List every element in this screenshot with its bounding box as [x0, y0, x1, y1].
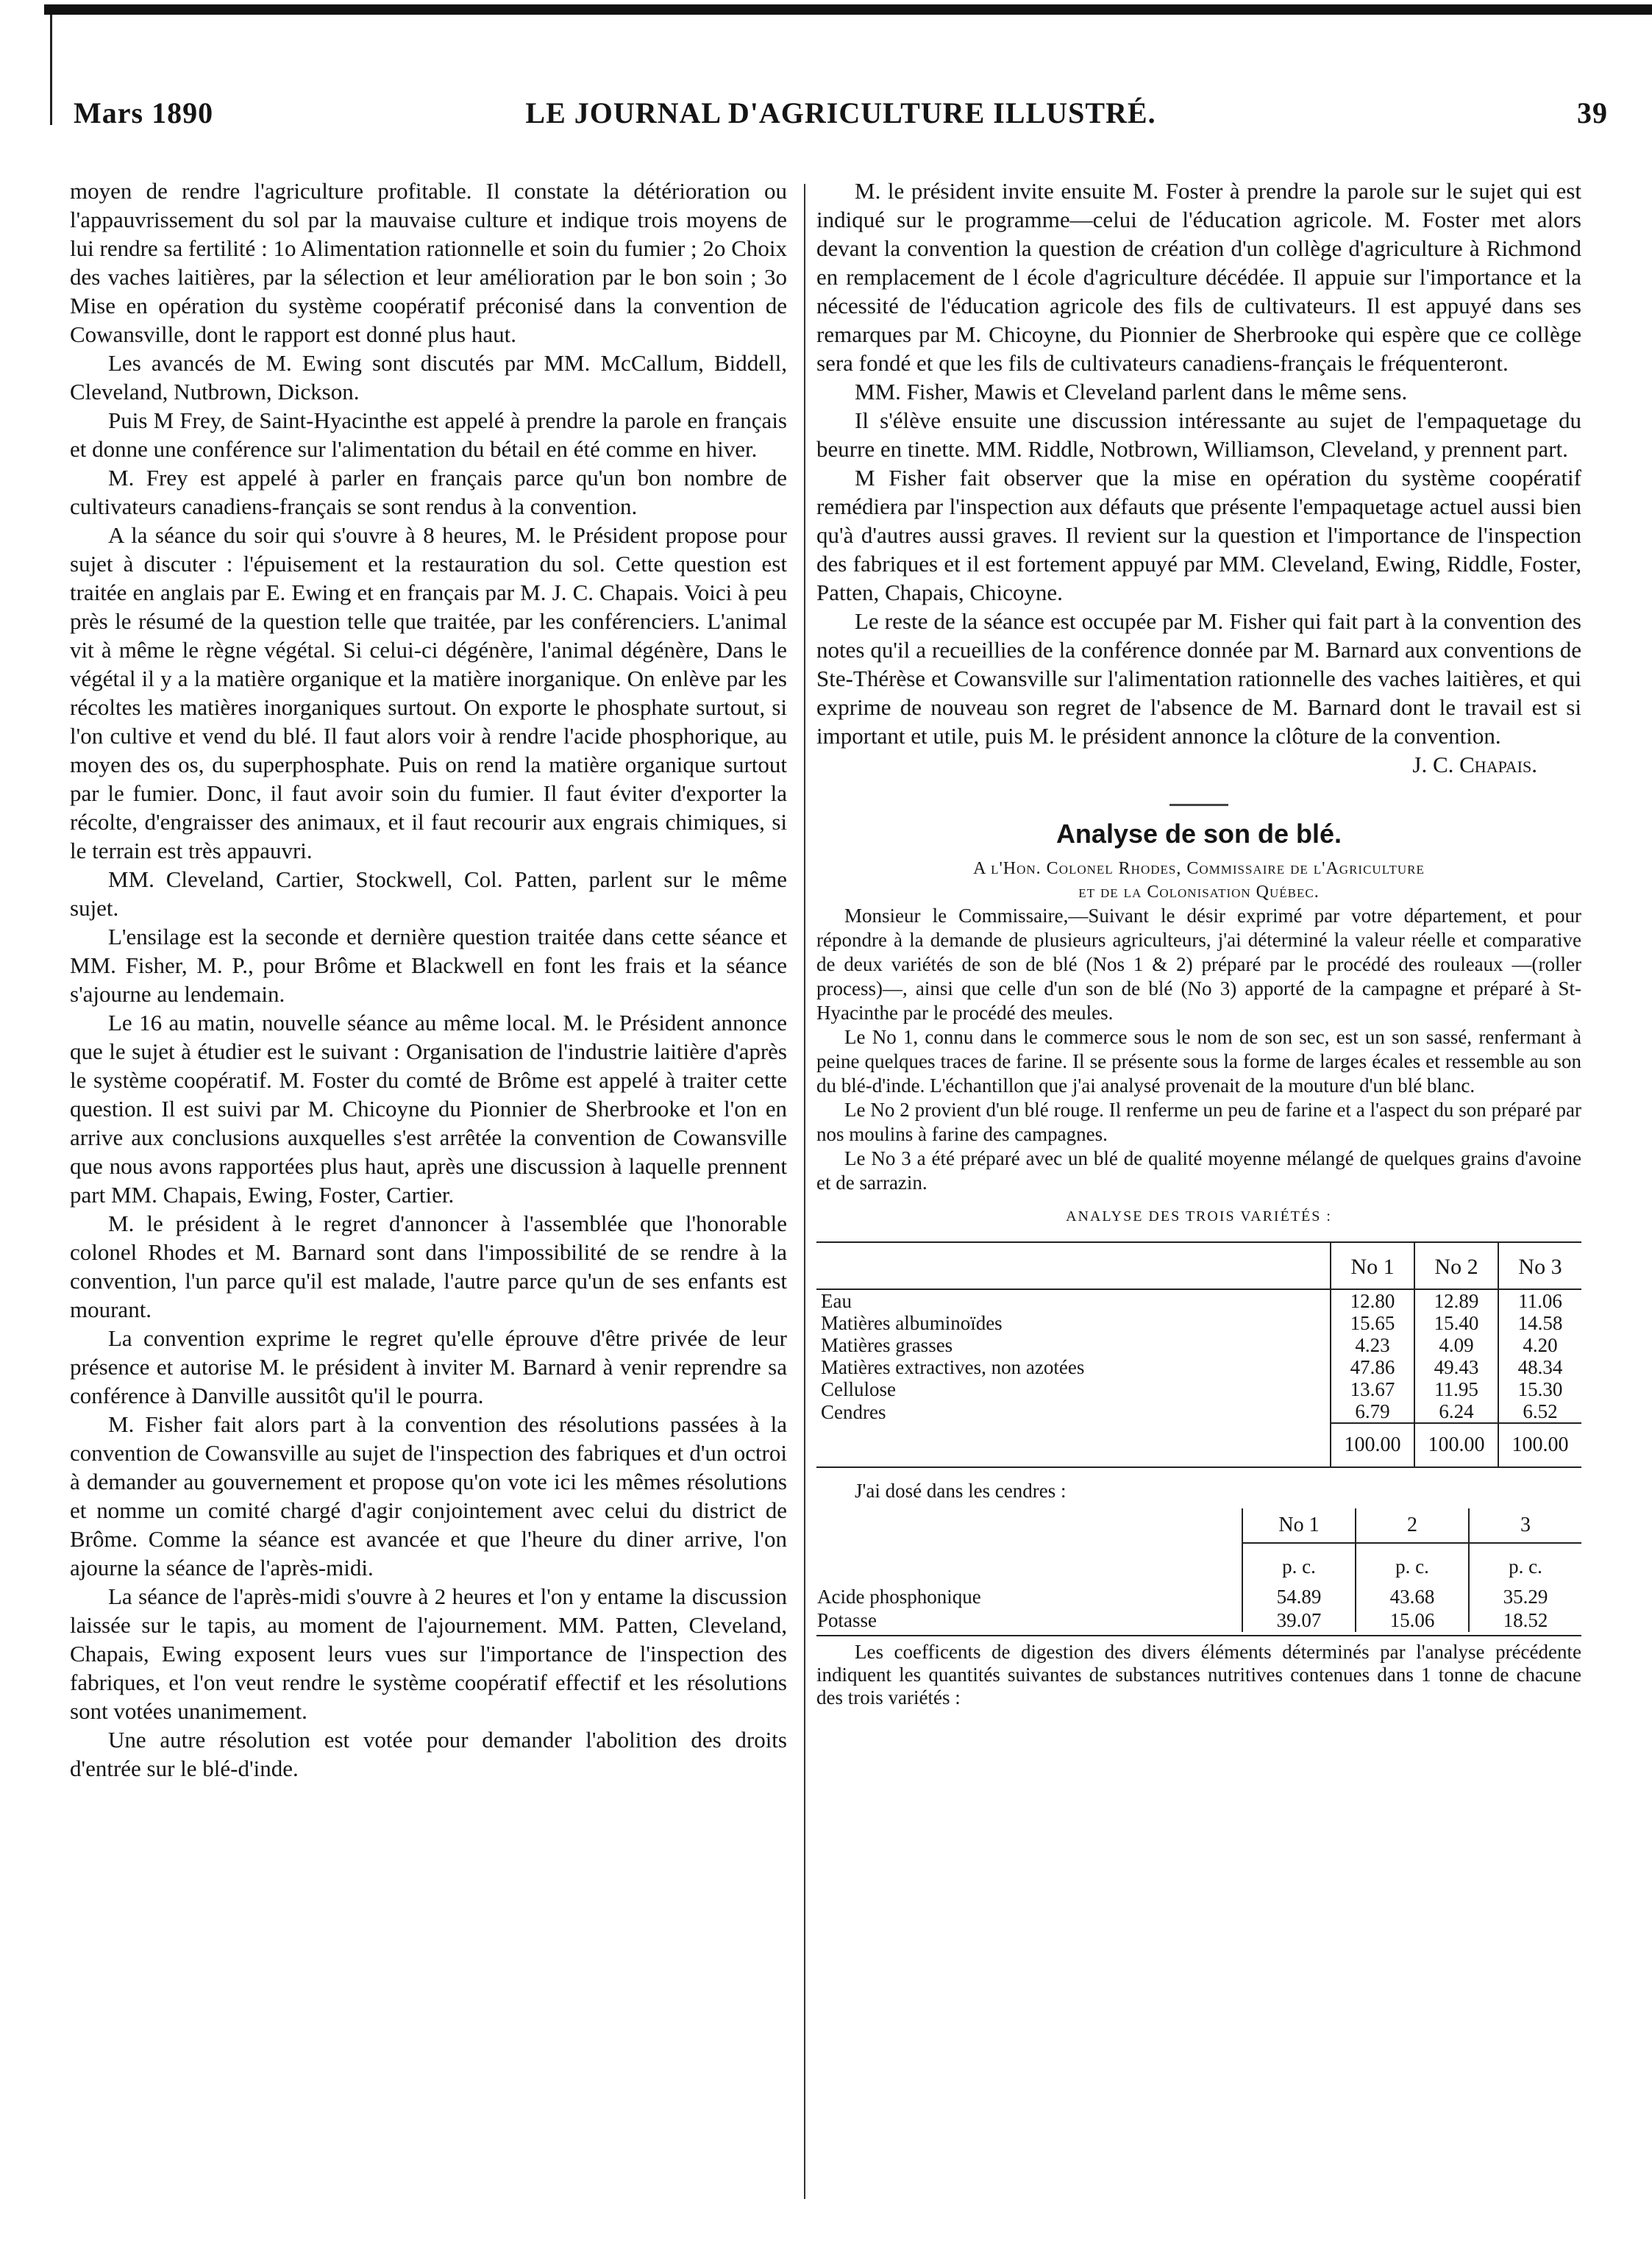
paragraph: M Fisher fait observer que la mise en opération du système coopératif remédiera par l'inspection aux défauts que présente l'empaquetage actuel aussi bien qu'à d'autres aussi graves. Il revient sur la question et l'importance de l'inspection des fabriques et il est fortement appuyé par MM. Cleveland, Ewing, Riddle, Foster, Patten, Chapais, Chicoyne. — [816, 465, 1581, 605]
cell-value: 18.52 — [1469, 1608, 1581, 1632]
table-row — [816, 1356, 1581, 1378]
column-header: 2 — [1356, 1508, 1469, 1543]
left-margin-rule — [50, 15, 52, 125]
table-row — [816, 1585, 1581, 1608]
row-label: Cendres — [821, 1400, 886, 1423]
table-total-row — [816, 1423, 1581, 1467]
analysis-table — [816, 1243, 1581, 1468]
row-label: Acide phosphonique — [817, 1586, 981, 1608]
total-value: 100.00 — [1331, 1423, 1414, 1467]
right-column — [816, 177, 1581, 1709]
table-row — [816, 1334, 1581, 1356]
row-label: Cellulose — [821, 1378, 896, 1400]
column-header: No 1 — [1331, 1243, 1414, 1289]
header-date: Mars 1890 — [74, 96, 214, 129]
paragraph: Le 16 au matin, nouvelle séance au même local. M. le Président annonce que le sujet à étudier est le suivant : Organisation de l'industrie laitière d'après le système coopératif. M. Foster du comté de Brôme est appelé à traiter cette question. Il est suivi par M. Chicoyne du Pionnier de Sherbrooke et l'on en arrive aux conclusions auxquelles s'est arrêtée la convention de Cowansville que nous avons rapportées plus haut, après une discussion à laquelle prennent part MM. Chapais, Ewing, Foster, Cartier. — [70, 1010, 787, 1208]
address-line: A l'Hon. Colonel Rhodes, Commissaire de l'Agriculture — [973, 859, 1425, 878]
unit-label: p. c. — [1469, 1543, 1581, 1585]
paragraph: Il s'élève ensuite une discussion intéressante au sujet de l'empaquetage du beurre en tinette. MM. Riddle, Notbrown, Williamson, Cleveland, y prennent part. — [816, 407, 1581, 462]
ash-table — [816, 1508, 1581, 1632]
page-number: 39 — [1577, 96, 1608, 129]
table-row — [816, 1312, 1581, 1334]
journal-title: LE JOURNAL D'AGRICULTURE ILLUSTRÉ. — [525, 96, 1156, 129]
column-header: No 1 — [1242, 1508, 1356, 1543]
table-row — [816, 1608, 1581, 1632]
cell-value: 4.20 — [1498, 1334, 1581, 1356]
cell-value: 15.65 — [1331, 1312, 1414, 1334]
paragraph: M. Fisher fait alors part à la convention des résolutions passées à la convention de Cowansville au sujet de l'inspection des fabriques et d'un octroi à demander au gouvernement et propose qu'on vote ici les mêmes résolutions et nomme un comité chargé d'agir conjointement avec celui du district de Brôme. Comme la séance est avancée et que l'heure du diner arrive, l'on ajourne la séance de l'après-midi. — [70, 1411, 787, 1580]
cell-value: 6.24 — [1414, 1400, 1498, 1423]
paragraph: Le reste de la séance est occupée par M. Fisher qui fait part à la convention des notes qu'il a recueillies de la conférence donnée par M. Barnard aux conventions de Ste-Thérèse et Cowansville sur l'alimentation rationnelle des vaches laitières, et qui exprime de nouveau son regret de l'absence de M. Barnard dont le travail est si important et utile, puis M. le président annonce la clôture de la convention. — [816, 608, 1581, 749]
cell-value: 35.29 — [1469, 1585, 1581, 1608]
paragraph: A la séance du soir qui s'ouvre à 8 heures, M. le Président propose pour sujet à discuter : l'épuisement et la restauration du sol. Cette question est traitée en anglais par E. Ewing et en français par M. J. C. Chapais. Voici à peu près le résumé de la question telle que traitée, par les conférenciers. L'animal vit à même le règne végétal. Si celui-ci dégénère, l'animal dégénère, Dans le végétal il y a la matière organique et la matière inorganique. On enlève par les récoltes les matières inorganiques surtout. On exporte le phosphate surtout, si l'on cultive et vend du blé. Il faut alors voir à rendre l'acide phosphorique, au moyen des os, du superphosphate. Puis on rend la matière organique surtout par le fumier. Donc, il faut avoir soin du fumier. Il faut éviter d'exporter la récolte, d'engraisser des animaux, et il faut recourir aux engrais chimiques, si le terrain est très appauvri. — [70, 522, 787, 863]
letter-paragraph: Le No 2 provient d'un blé rouge. Il renferme un peu de farine et a l'aspect du son préparé par nos moulins à farine des campagnes. — [816, 1099, 1581, 1145]
cell-value: 4.09 — [1414, 1334, 1498, 1356]
paragraph: L'ensilage est la seconde et dernière question traitée dans cette séance et MM. Fisher, M. P., pour Brôme et Blackwell en font les frais et la séance s'ajourne au lendemain. — [70, 924, 787, 1007]
cell-value: 11.06 — [1498, 1289, 1581, 1312]
table-bottom-rule — [816, 1635, 1581, 1636]
unit-row — [816, 1543, 1581, 1585]
paragraph: M. le président à le regret d'annoncer à l'assemblée que l'honorable colonel Rhodes et M. Barnard sont dans l'impossibilité de se rendre à la convention, l'un parce qu'il est malade, l'autre parce qu'un de ses enfants est mourant. — [70, 1211, 787, 1322]
left-column — [70, 177, 787, 1783]
table-row — [816, 1400, 1581, 1423]
table-row — [816, 1378, 1581, 1400]
letter-paragraph: Le No 3 a été préparé avec un blé de qualité moyenne mélangé de quelques grains d'avoine et de sarrazin. — [816, 1147, 1581, 1194]
total-value: 100.00 — [1414, 1423, 1498, 1467]
cell-value: 54.89 — [1242, 1585, 1356, 1608]
table-row — [816, 1289, 1581, 1312]
paragraph: Puis M Frey, de Saint-Hyacinthe est appelé à prendre la parole en français et donne une conférence sur l'alimentation du bétail en été comme en hiver. — [70, 407, 787, 462]
row-label: Matières albuminoïdes — [821, 1312, 1003, 1334]
paragraph: Une autre résolution est votée pour demander l'abolition des droits d'entrée sur le blé-d'inde. — [70, 1727, 787, 1781]
row-label: Matières extractives, non azotées — [821, 1356, 1085, 1378]
column-header: No 2 — [1414, 1243, 1498, 1289]
row-label: Eau — [821, 1290, 852, 1312]
column-header: 3 — [1469, 1508, 1581, 1543]
cell-value: 6.79 — [1331, 1400, 1414, 1423]
column-divider — [804, 184, 805, 2199]
address-line: et de la Colonisation Québec. — [1078, 883, 1320, 902]
cell-value: 43.68 — [1356, 1585, 1469, 1608]
total-value: 100.00 — [1498, 1423, 1581, 1467]
cell-value: 48.34 — [1498, 1356, 1581, 1378]
table-heading: ANALYSE DES TROIS VARIÉTÉS : — [1066, 1208, 1332, 1225]
cell-value: 12.80 — [1331, 1289, 1414, 1312]
top-rule — [44, 4, 1652, 15]
paragraph: La convention exprime le regret qu'elle éprouve d'être privée de leur présence et autorise M. le président à inviter M. Barnard à venir reprendre sa conférence à Danville aussitôt qu'il le pourra. — [70, 1325, 787, 1408]
ash-intro: J'ai dosé dans les cendres : — [855, 1480, 1067, 1502]
letter-paragraph: Monsieur le Commissaire,—Suivant le désir exprimé par votre département, et pour répondre à la demande de plusieurs agriculteurs, j'ai déterminé la valeur réelle et comparative de deux variétés de son de blé (Nos 1 & 2) préparé par le procédé des rouleaux —(roller process)—, ainsi que celle d'un son de blé (No 3) apporté de la campagne et préparé à St-Hyacinthe par le procédé des meules. — [816, 905, 1581, 1024]
cell-value: 15.30 — [1498, 1378, 1581, 1400]
cell-value: 6.52 — [1498, 1400, 1581, 1423]
row-label: Potasse — [817, 1609, 877, 1631]
paragraph: MM. Cleveland, Cartier, Stockwell, Col. Patten, parlent sur le même sujet. — [70, 866, 787, 921]
section-separator — [1169, 804, 1228, 806]
letter-paragraph: Le No 1, connu dans le commerce sous le nom de son sec, est un son sassé, renfermant à peine quelques traces de farine. Il se présente sous la forme de larges écales et ressemble au son du blé-d'inde. L'échantillon que j'ai analysé provenait de la mouture d'un blé blanc. — [816, 1026, 1581, 1097]
cell-value: 15.40 — [1414, 1312, 1498, 1334]
analysis-title: Analyse de son de blé. — [1055, 819, 1342, 849]
paragraph: MM. Fisher, Mawis et Cleveland parlent dans le même sens. — [855, 379, 1408, 404]
unit-label: p. c. — [1242, 1543, 1356, 1585]
paragraph: Les avancés de M. Ewing sont discutés par MM. McCallum, Biddell, Cleveland, Nutbrown, Dickson. — [70, 350, 787, 404]
unit-label: p. c. — [1356, 1543, 1469, 1585]
cell-value: 14.58 — [1498, 1312, 1581, 1334]
cell-value: 15.06 — [1356, 1608, 1469, 1632]
signature: J. C. Chapais. — [1412, 752, 1537, 777]
row-label: Matières grasses — [821, 1334, 953, 1356]
column-header: No 3 — [1498, 1243, 1581, 1289]
cell-value: 47.86 — [1331, 1356, 1414, 1378]
paragraph: M. Frey est appelé à parler en français parce qu'un bon nombre de cultivateurs canadiens-français se sont rendus à la convention. — [70, 465, 787, 519]
paragraph: moyen de rendre l'agriculture profitable. Il constate la détérioration ou l'appauvrissement du sol par la mauvaise culture et indique trois moyens de lui rendre sa fertilité : 1o Alimentation rationnelle et soin du fumier ; 2o Choix des vaches laitières, par la sélection et leur amélioration par le bon soin ; 3o Mise en opération du système coopératif préconisé dans la convention de Cowansville, dont le rapport est donné plus haut. — [70, 178, 787, 347]
paragraph: La séance de l'après-midi s'ouvre à 2 heures et l'on y entame la discussion laissée sur le tapis, au moment de l'ajournement. MM. Patten, Cleveland, Chapais, Ewing exposent leurs vues sur l'importance de l'inspection des fabriques, et l'on veut rendre le système coopératif effectif et les résolutions sont votées unanimement. — [70, 1583, 787, 1724]
page-header — [74, 96, 1608, 140]
paragraph: M. le président invite ensuite M. Foster à prendre la parole sur le sujet qui est indiqué sur le programme—celui de l'éducation agricole. M. Foster met alors devant la convention la question de création d'un collège d'agriculture à Richmond en remplacement de l école d'agriculture décédée. Il appuie sur l'importance et la nécessité de l'éducation agricole des fils de cultivateurs. Il est appuyé dans ses remarques par M. Chicoyne, du Pionnier de Sherbrooke qui espère que ce collège sera fondé et que les fils de cultivateurs canadiens-français le fréquenteront. — [816, 178, 1581, 376]
final-paragraph: Les coefficents de digestion des divers éléments déterminés par l'analyse précédente indiquent les quantités suivantes de substances nutritives contenues dans 1 tonne de chacune des trois variétés : — [816, 1641, 1581, 1708]
cell-value: 49.43 — [1414, 1356, 1498, 1378]
cell-value: 39.07 — [1242, 1608, 1356, 1632]
cell-value: 13.67 — [1331, 1378, 1414, 1400]
cell-value: 4.23 — [1331, 1334, 1414, 1356]
cell-value: 11.95 — [1414, 1378, 1498, 1400]
cell-value: 12.89 — [1414, 1289, 1498, 1312]
analysis-letter — [816, 904, 1581, 1195]
